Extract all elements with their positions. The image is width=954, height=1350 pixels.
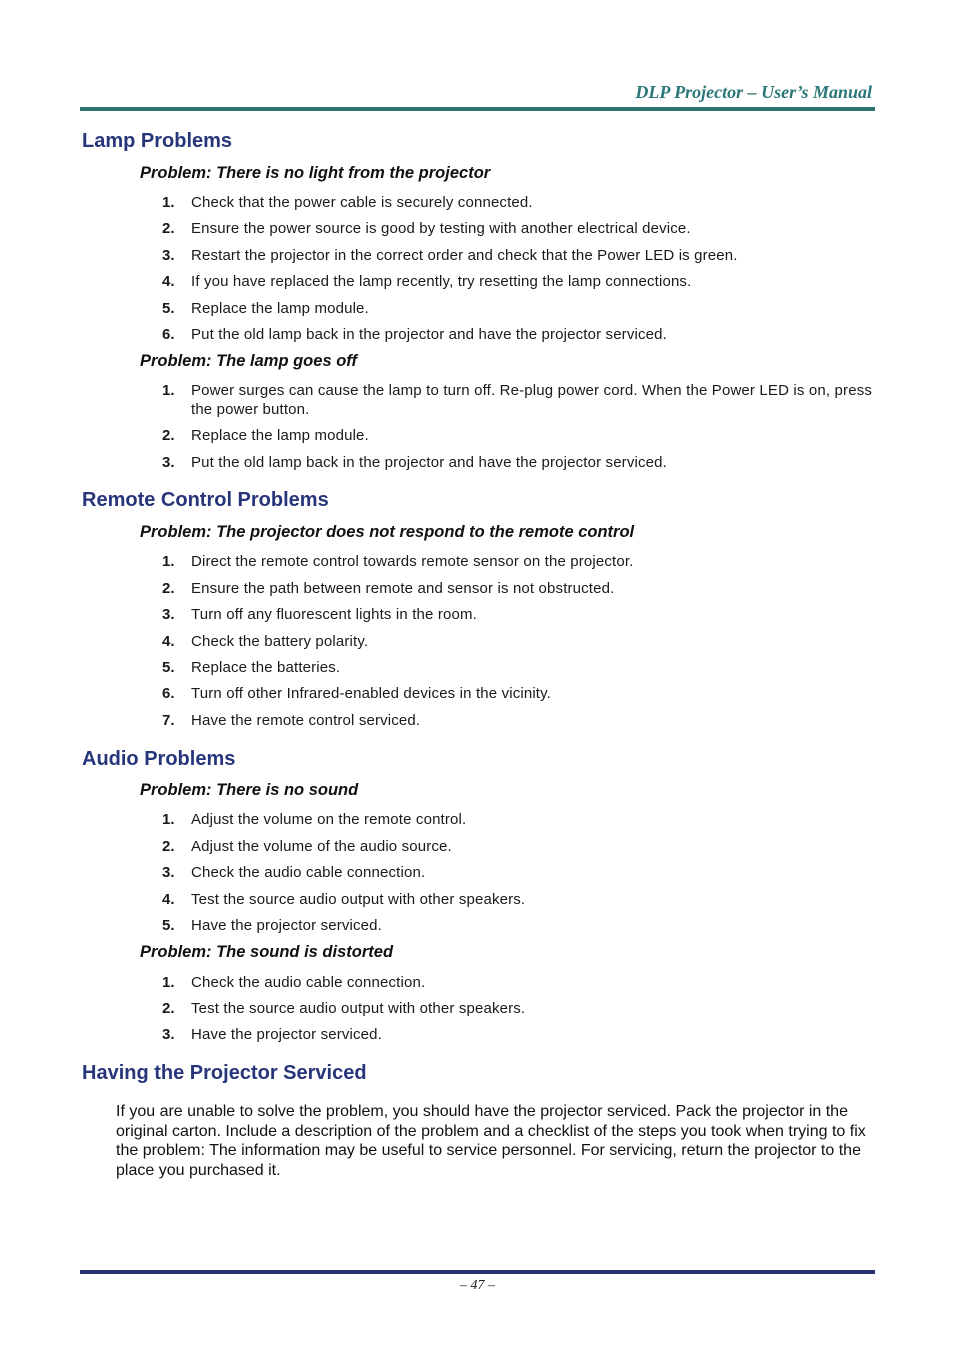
problem-heading-sound-distorted: Problem: The sound is distorted (140, 943, 394, 961)
section-title-remote-control-problems: Remote Control Problems (82, 489, 329, 511)
list-item (162, 299, 872, 318)
step-number: 2. (162, 1000, 175, 1017)
step-text: Replace the lamp module. (191, 427, 369, 444)
step-number: 2. (162, 580, 175, 597)
step-number: 1. (162, 811, 175, 828)
step-text: Adjust the volume on the remote control. (191, 811, 467, 828)
step-number: 4. (162, 891, 175, 908)
step-text: Put the old lamp back in the projector and have the projector serviced. (191, 326, 667, 343)
step-text: Replace the lamp module. (191, 300, 369, 317)
step-number: 6. (162, 326, 175, 343)
list-item (162, 246, 872, 265)
list-item (162, 711, 872, 730)
step-text: Have the projector serviced. (191, 917, 382, 934)
running-header: DLP Projector – User’s Manual (635, 82, 872, 102)
step-number: 3. (162, 454, 175, 471)
list-item (162, 973, 872, 992)
list-item (162, 426, 872, 445)
problem-heading-no-remote-response: Problem: The projector does not respond to the remote control (140, 523, 635, 541)
step-number: 3. (162, 864, 175, 881)
list-item (162, 219, 872, 238)
step-text: Check the audio cable connection. (191, 974, 426, 991)
list-item (162, 684, 872, 703)
step-text: Check the audio cable connection. (191, 864, 426, 881)
step-text: Replace the batteries. (191, 659, 341, 676)
list-item (162, 837, 872, 856)
step-text: Ensure the path between remote and sensor is not obstructed. (191, 580, 615, 597)
step-number: 3. (162, 247, 175, 264)
list-item (162, 999, 872, 1018)
step-number: 1. (162, 382, 175, 399)
list-item (162, 552, 872, 571)
list-item (162, 1025, 872, 1044)
step-text: Check that the power cable is securely connected. (191, 194, 533, 211)
problem-heading-lamp-goes-off: Problem: The lamp goes off (140, 352, 357, 370)
step-text: Check the battery polarity. (191, 633, 369, 650)
step-number: 4. (162, 273, 175, 290)
step-text: Ensure the power source is good by testing with another electrical device. (191, 220, 691, 237)
list-item (162, 272, 872, 291)
step-text: Turn off other Infrared-enabled devices in the vicinity. (191, 685, 551, 702)
problem-heading-no-sound: Problem: There is no sound (140, 781, 359, 799)
step-text: If you have replaced the lamp recently, try resetting the lamp connections. (191, 273, 692, 290)
step-number: 3. (162, 606, 175, 623)
step-text: Put the old lamp back in the projector and have the projector serviced. (191, 454, 667, 471)
step-number: 5. (162, 300, 175, 317)
list-item (162, 890, 872, 909)
list-item (162, 916, 872, 935)
step-text: Power surges can cause the lamp to turn off. Re-plug power cord. When the Power LED is on, press the power button. (191, 382, 872, 418)
list-item (162, 381, 872, 419)
section-title-audio-problems: Audio Problems (82, 748, 236, 770)
footer-rule (80, 1270, 875, 1274)
list-item (162, 605, 872, 624)
list-item (162, 810, 872, 829)
list-item (162, 863, 872, 882)
step-number: 3. (162, 1026, 175, 1043)
page-number: – 47 – (460, 1278, 495, 1293)
step-number: 2. (162, 838, 175, 855)
list-item (162, 325, 872, 344)
header-rule (80, 107, 875, 111)
list-item (162, 193, 872, 212)
list-item (162, 632, 872, 651)
step-number: 1. (162, 974, 175, 991)
step-text: Test the source audio output with other speakers. (191, 891, 526, 908)
list-item (162, 658, 872, 677)
section-title-projector-serviced: Having the Projector Serviced (82, 1062, 367, 1084)
list-item (162, 579, 872, 598)
step-number: 4. (162, 633, 175, 650)
step-text: Adjust the volume of the audio source. (191, 838, 452, 855)
step-number: 7. (162, 712, 175, 729)
step-text: Direct the remote control towards remote sensor on the projector. (191, 553, 634, 570)
step-text: Have the projector serviced. (191, 1026, 382, 1043)
step-text: Restart the projector in the correct order and check that the Power LED is green. (191, 247, 738, 264)
step-number: 1. (162, 194, 175, 211)
service-paragraph: If you are unable to solve the problem, you should have the projector serviced. Pack the projector in the original carton. Include a description of the problem and a checklist of the steps you took when trying to fix the problem: The information may be useful to service personnel. For servicing, return the projector to the place you purchased it. (116, 1103, 866, 1179)
step-number: 6. (162, 685, 175, 702)
step-text: Have the remote control serviced. (191, 712, 421, 729)
section-title-lamp-problems: Lamp Problems (82, 130, 233, 152)
step-number: 2. (162, 427, 175, 444)
step-text: Test the source audio output with other speakers. (191, 1000, 526, 1017)
step-number: 2. (162, 220, 175, 237)
step-number: 1. (162, 553, 175, 570)
step-number: 5. (162, 917, 175, 934)
step-number: 5. (162, 659, 175, 676)
list-item (162, 453, 872, 472)
problem-heading-no-light: Problem: There is no light from the projector (140, 164, 491, 182)
step-text: Turn off any fluorescent lights in the room. (191, 606, 477, 623)
